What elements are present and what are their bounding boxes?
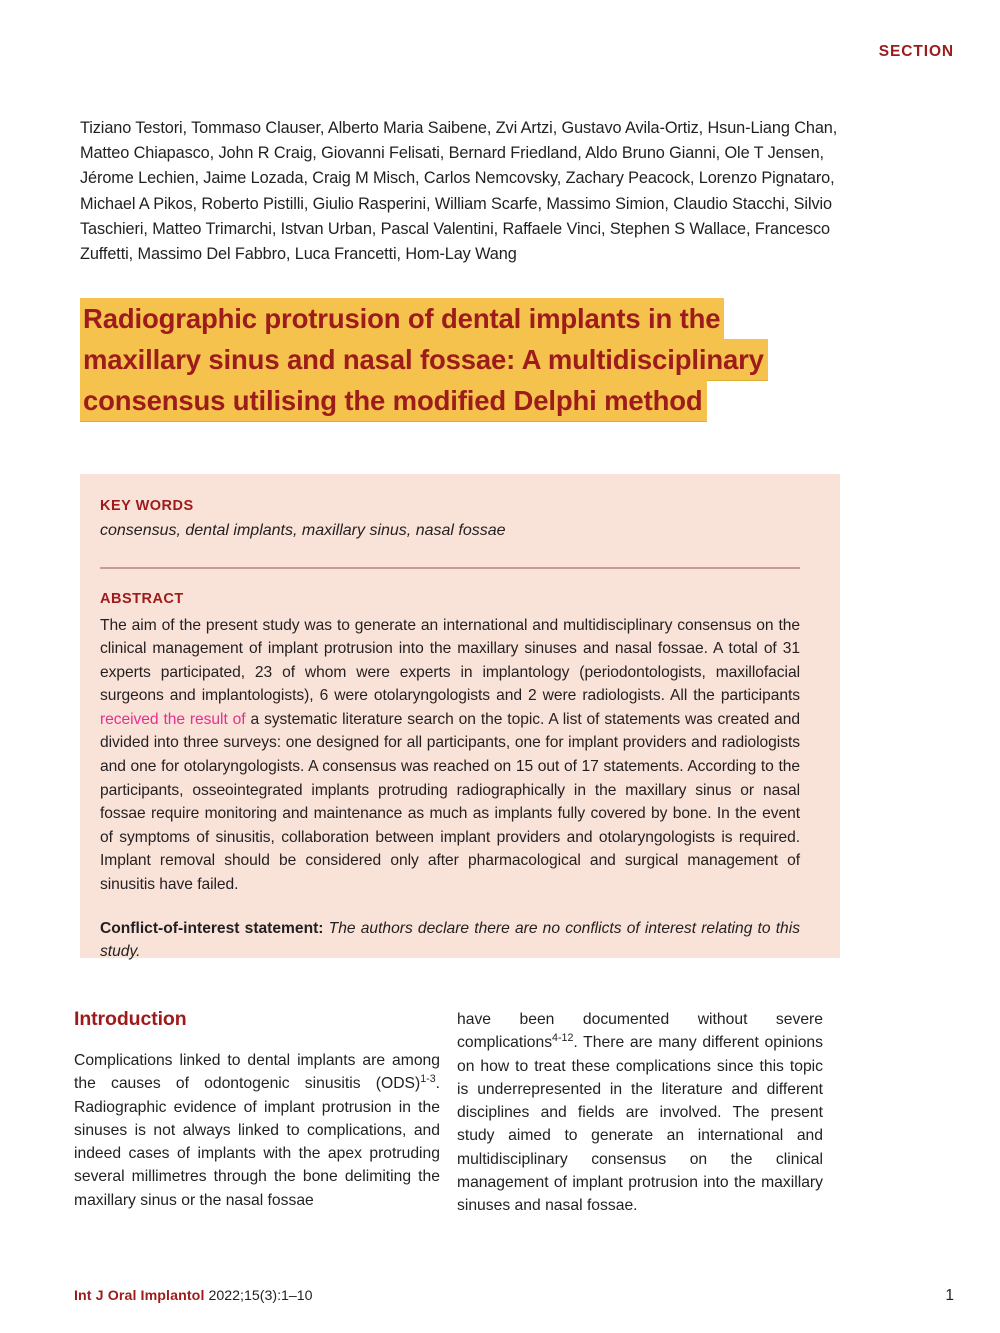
panel-divider bbox=[100, 567, 800, 569]
article-title bbox=[80, 298, 870, 421]
abstract-panel bbox=[80, 474, 840, 961]
abstract-body bbox=[100, 614, 800, 897]
column-left bbox=[74, 1008, 440, 1212]
running-head-section: SECTION bbox=[878, 43, 954, 60]
key-words-heading: KEY WORDS bbox=[100, 498, 194, 514]
abstract-text-part-2: a systematic literature search on the topic. A list of statements was created and divided into three surveys: one designed for all participants, one for implant providers and radiologists and one for otolaryngologists. A consensus was reached on 15 out of 17 statements. According to the participants, osseointegrated implants protruding radiographically in the maxillary sinus or nasal fossae require monitoring and maintenance as much as implants fully covered by bone. In the event of symptoms of sinusitis, collaboration between implant providers and otolaryngologists is required. Implant removal should be considered only after pharmacological and surgical management of sinusitis have failed. bbox=[100, 710, 801, 894]
abstract-highlighted-phrase: received the result of bbox=[100, 710, 246, 728]
conflict-of-interest-statement bbox=[100, 917, 800, 964]
article-title-line-3: consensus utilising the modified Delphi method bbox=[80, 380, 707, 421]
intro-right-text-1: have been documented without severe complications bbox=[457, 1011, 823, 1052]
journal-issue: 2022;15(3):1–10 bbox=[204, 1288, 313, 1304]
abstract-text-part-1: The aim of the present study was to generate an international and multidisciplinary consensus on the clinical management of implant protrusion into the maxillary sinuses and nasal fossae. A total of 31 experts participated, 23 of whom were experts in implantology (periodontologists, maxillofacial surgeons and implantologists), 6 were otolaryngologists and 2 were radiologists. All the participants bbox=[100, 616, 800, 705]
author-list: Tiziano Testori, Tommaso Clauser, Alberto Maria Saibene, Zvi Artzi, Gustavo Avila-Ortiz, Hsun-Liang Chan, Matteo Chiapasco, John R Craig, Giovanni Felisati, Bernard Friedland, Aldo Bruno Gianni, Ole T Jensen, Jérome Lechien, Jaime Lozada, Craig M Misch, Carlos Nemcovsky, Zachary Peacock, Lorenzo Pignataro, Michael A Pikos, Roberto Pistilli, Giulio Rasperini, William Scarfe, Massimo Simion, Claudio Stacchi, Silvio Taschieri, Matteo Trimarchi, Istvan Urban, Pascal Valentini, Raffaele Vinci, Stephen S Wallace, Francesco Zuffetti, Massimo Del Fabbro, Luca Francetti, Hom-Lay Wang bbox=[80, 119, 838, 264]
intro-right-text-2: . There are many different opinions on how to treat these complications since this topic is underrepresented in the literature and different disciplines and fields are involved. The present study aimed to generate an international and multidisciplinary consensus on the clinical management of implant protrusion into the maxillary sinuses and nasal fossae. bbox=[457, 1034, 823, 1215]
footer-citation bbox=[74, 1288, 313, 1304]
intro-left-text-2: . Radiographic evidence of implant protrusion in the sinuses is not always linked to complications, and indeed cases of implants with the apex protruding several millimetres through the bone delimiting the maxillary sinus or the nasal fossae bbox=[74, 1075, 440, 1209]
introduction-heading: Introduction bbox=[74, 1008, 187, 1030]
journal-name: Int J Oral Implantol bbox=[74, 1288, 205, 1304]
coi-label: Conflict-of-interest statement: bbox=[100, 919, 324, 937]
article-title-line-2: maxillary sinus and nasal fossae: A multidisciplinary bbox=[80, 339, 768, 380]
article-title-line-1: Radiographic protrusion of dental implants in the bbox=[80, 298, 724, 339]
abstract-heading: ABSTRACT bbox=[100, 590, 184, 607]
column-right bbox=[457, 1008, 823, 1218]
coi-text: The authors declare there are no conflicts of interest relating to this study. bbox=[100, 919, 800, 961]
introduction-paragraph-left bbox=[74, 1049, 440, 1212]
key-words-list: consensus, dental implants, maxillary sinus, nasal fossae bbox=[100, 522, 506, 539]
intro-left-text-1: Complications linked to dental implants are among the causes of odontogenic sinusitis (ODS) bbox=[74, 1052, 440, 1093]
citation-ref-1: 1-3 bbox=[420, 1073, 436, 1086]
page-number: 1 bbox=[945, 1287, 954, 1304]
body-columns bbox=[74, 1008, 844, 1258]
introduction-paragraph-right bbox=[457, 1008, 823, 1218]
citation-ref-2: 4-12 bbox=[552, 1032, 574, 1045]
